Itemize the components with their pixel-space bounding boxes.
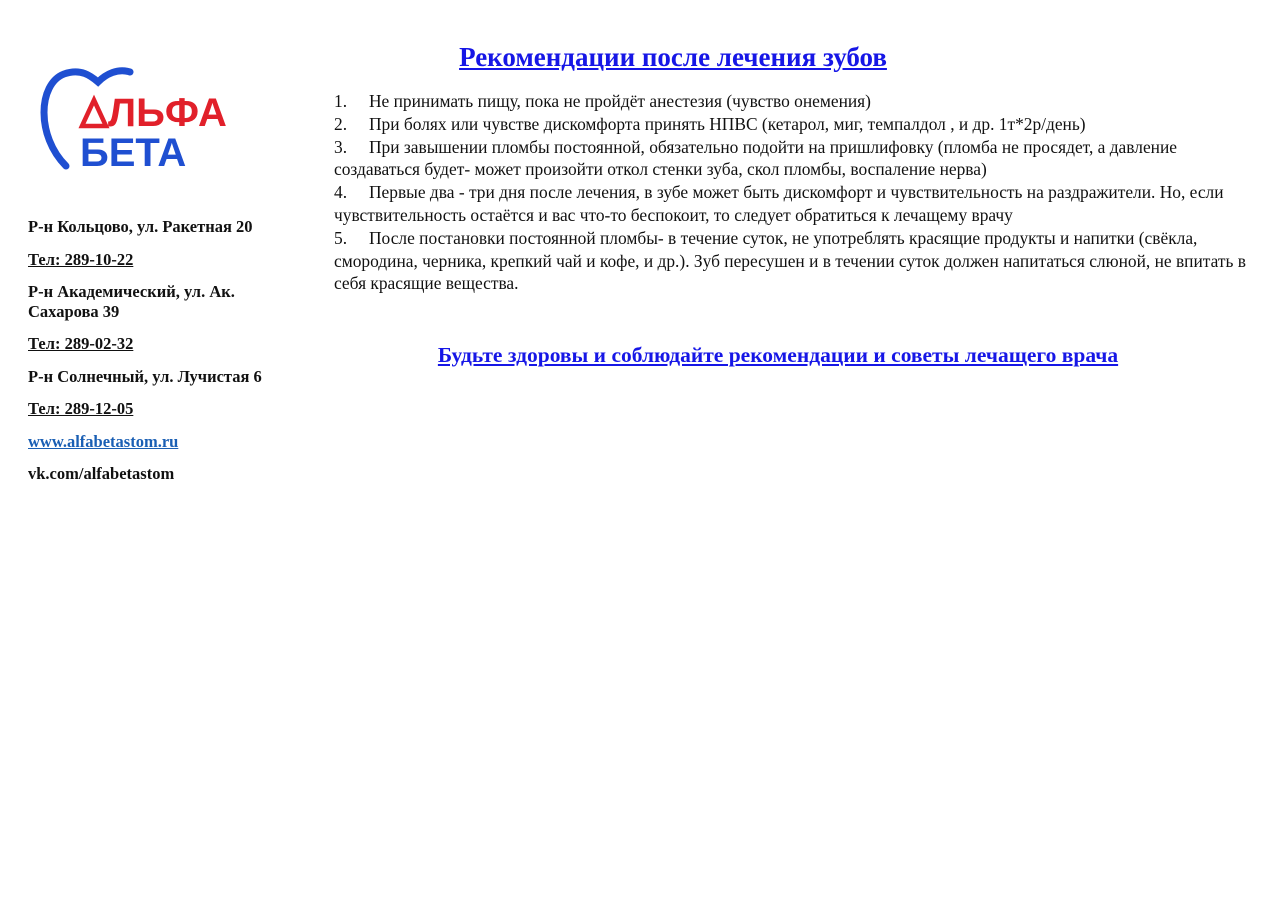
list-item — [334, 181, 1246, 227]
list-item-number: 3. — [334, 136, 348, 157]
list-item — [334, 113, 1246, 136]
clinic-logo — [36, 66, 268, 174]
list-item — [334, 227, 1246, 295]
list-item-text: При болях или чувстве дискомфорта принять НПВС (кетарол, миг, темпалдол , и др. 1т*2р/день) — [369, 113, 1086, 134]
list-item — [334, 90, 1246, 113]
list-item-number: 2. — [334, 113, 348, 134]
logo-text-beta: БЕТА — [80, 131, 187, 174]
list-item-number: 1. — [334, 91, 348, 111]
closing-note: Будьте здоровы и соблюдайте рекомендации и советы лечащего врача — [437, 343, 1119, 367]
phone-solnechny: Тел: 289-12-05 — [28, 399, 134, 418]
website-link[interactable]: www.alfabetastom.ru — [28, 431, 179, 451]
tooth-logo-icon — [36, 66, 268, 174]
address-akademichesky: Р-н Академический, ул. Ак. Сахарова 39 — [28, 282, 235, 321]
address-koltsovo: Р-н Кольцово, ул. Ракетная 20 — [28, 217, 253, 236]
list-item-text: При завышении пломбы постоянной, обязательно подойти на пришлифовку (пломба не просядет, а давление создаваться будет- может произойти откол стенки зуба, скол пломбы, воспаление нерва) — [334, 136, 1177, 180]
recommendations-list — [334, 90, 1246, 295]
list-item-number: 4. — [334, 182, 348, 203]
list-item-text: Первые два - три дня после лечения, в зубе может быть дискомфорт и чувствительность на раздражители. Но, если чувствительность остаётся и вас что-то беспокоит, то следует обратиться к лечащему врачу — [334, 182, 1224, 225]
list-item-text: Не принимать пищу, пока не пройдёт анестезия (чувство онемения) — [369, 91, 871, 111]
phone-koltsovo: Тел: 289-10-22 — [28, 249, 134, 269]
list-item-number: 5. — [334, 227, 348, 248]
list-item — [334, 136, 1246, 182]
contacts-sidebar — [28, 217, 308, 497]
logo-text-alfa: ЛЬФА — [108, 91, 227, 135]
address-solnechny: Р-н Солнечный, ул. Лучистая 6 — [28, 366, 262, 386]
phone-akademichesky: Тел: 289-02-32 — [28, 334, 134, 353]
vk-link: vk.com/alfabetastom — [28, 464, 175, 483]
list-item-text: После постановки постоянной пломбы- в течение суток, не употреблять красящие продукты и напитки (свёкла, смородина, черника, крепкий чай и кофе, и др.). Зуб пересушен и в течении суток должен напитаться слюной, не впитать в себя красящие вещества. — [334, 227, 1246, 294]
page-title: Рекомендации после лечения зубов — [459, 42, 887, 72]
